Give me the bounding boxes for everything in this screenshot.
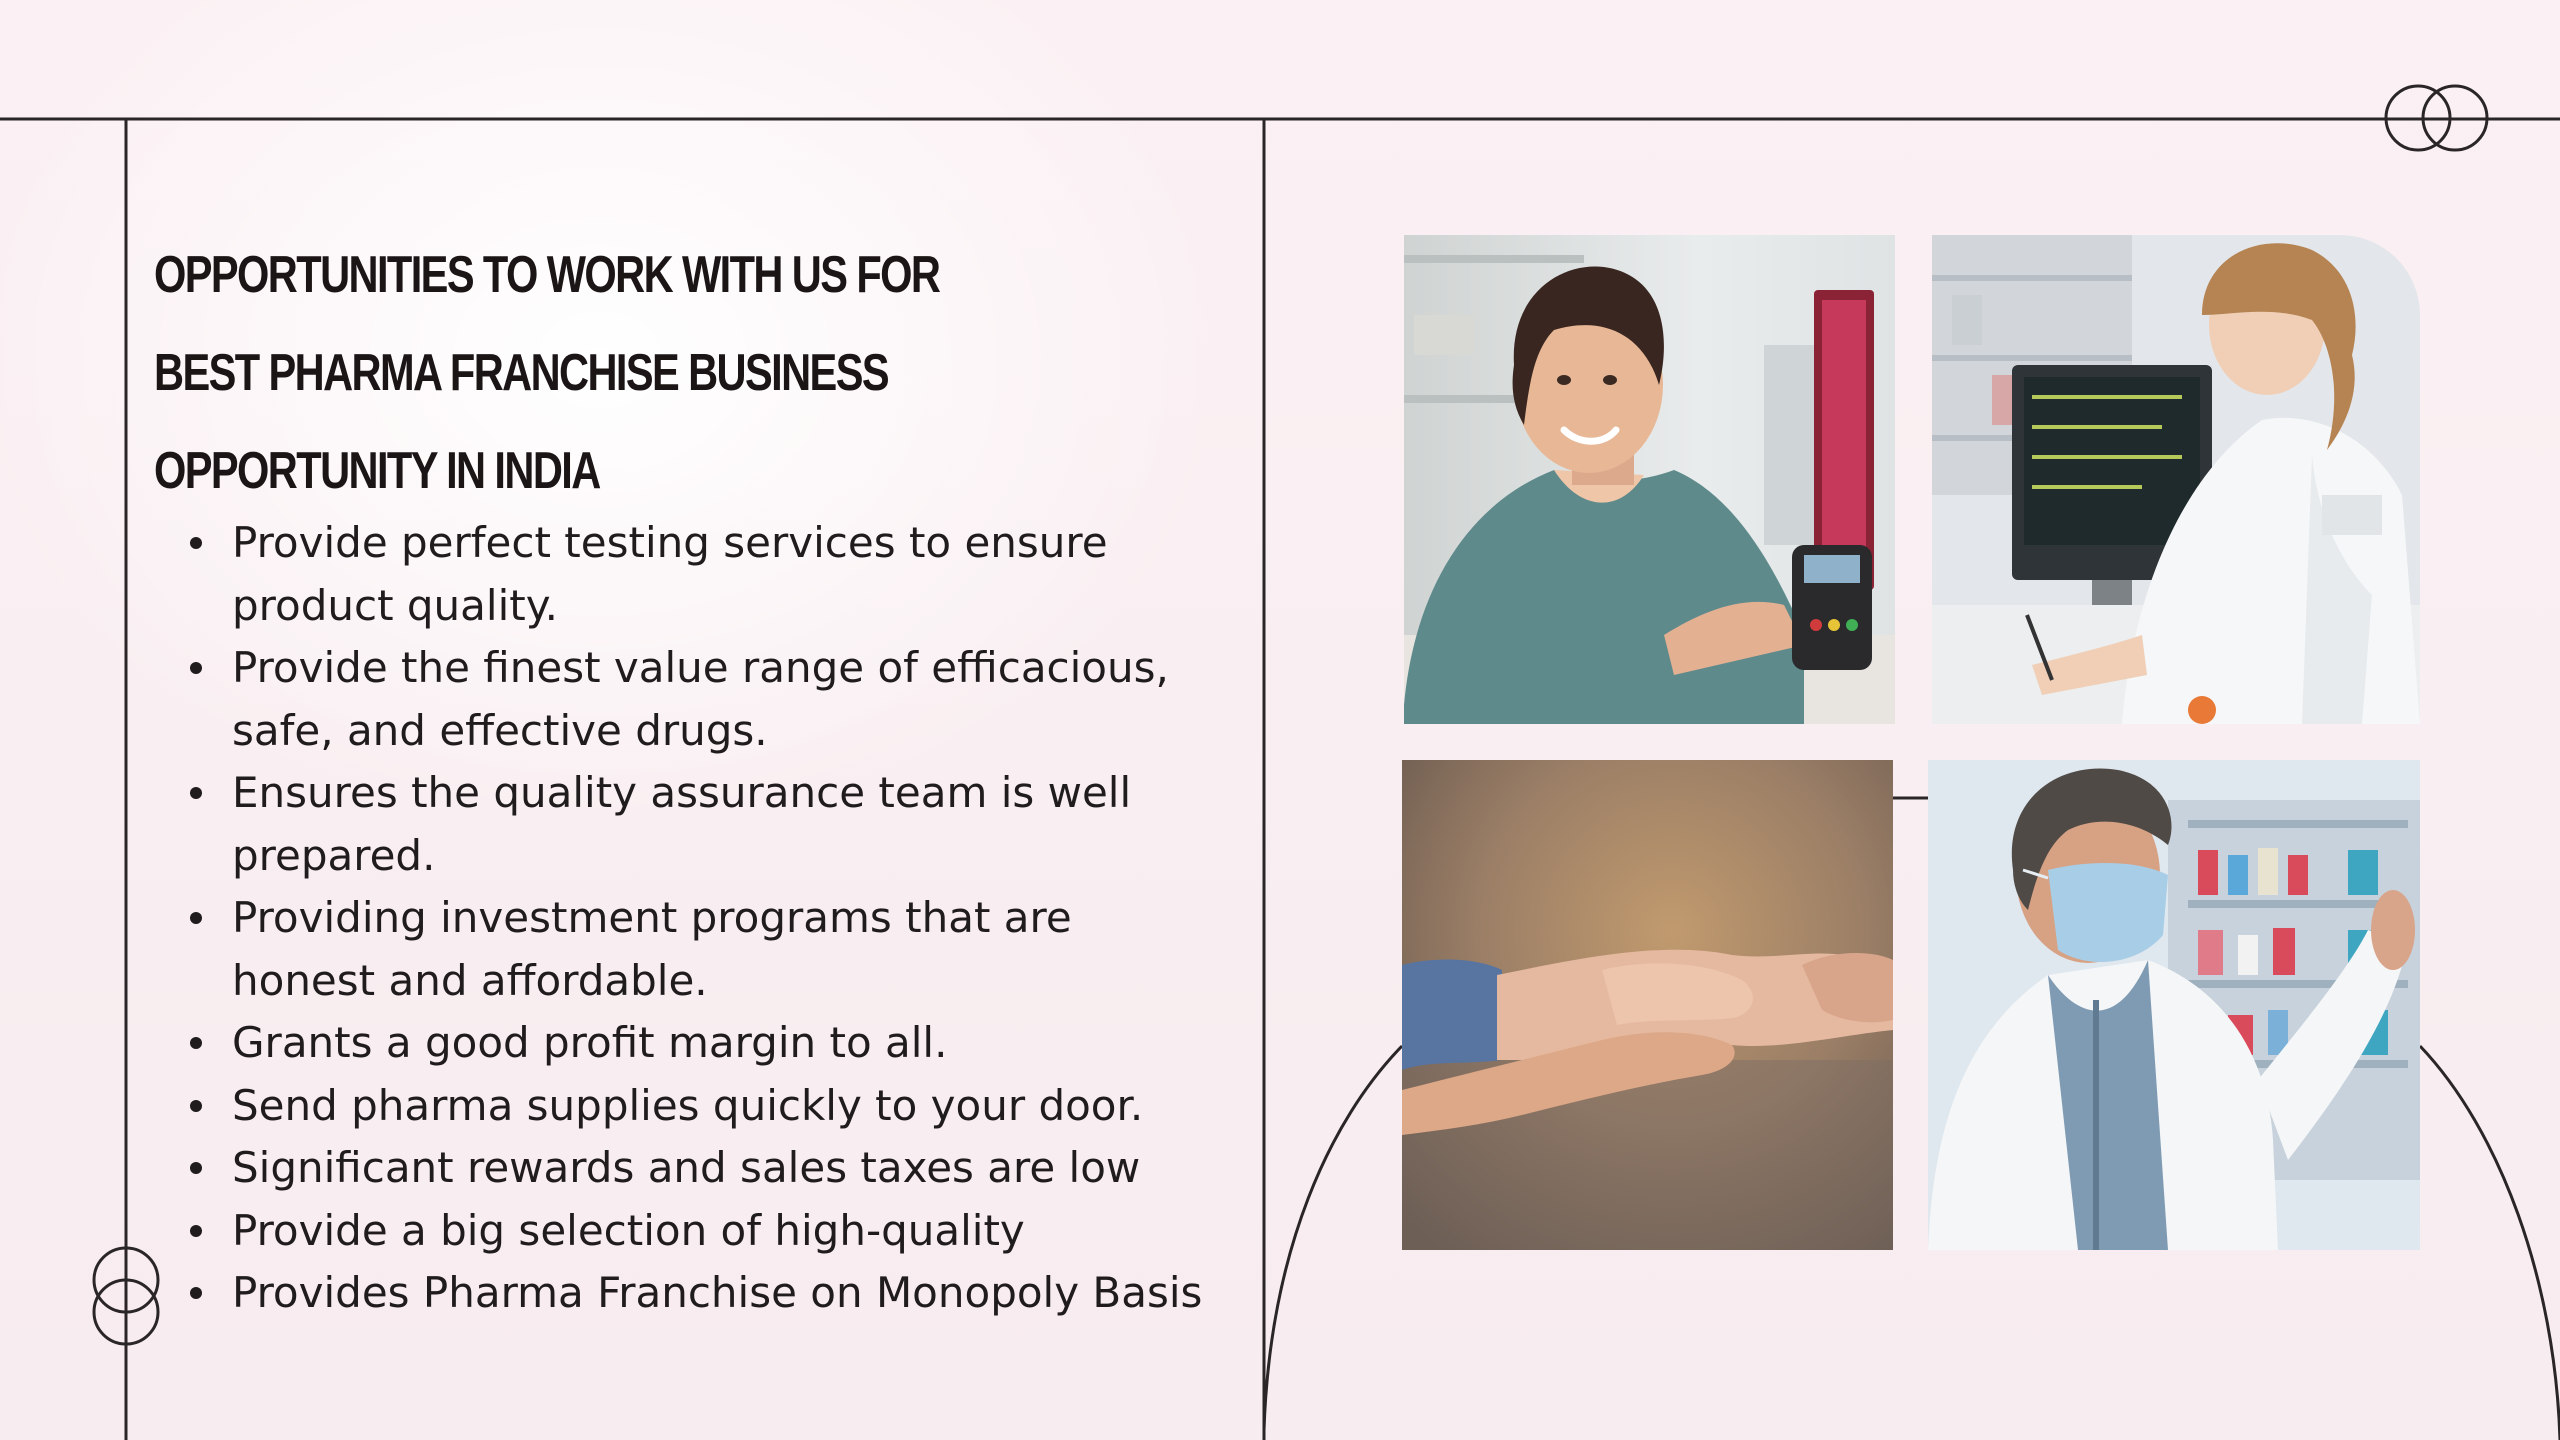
list-item-text: Providing investment programs that are honest and affordable. [232,893,1072,1005]
bullet-icon [190,1100,202,1112]
bullet-icon [190,1037,202,1049]
bottom-right-arc [2420,1046,2560,1440]
bullet-icon [190,662,202,674]
bullet-icon [190,912,202,924]
bullet-icon [190,1162,202,1174]
list-item [178,1075,1228,1138]
list-item [178,1200,1228,1263]
slide-heading: OPPORTUNITIES TO WORK WITH US FOR BEST PHARMA FRANCHISE BUSINESS OPPORTUNITY IN INDIA [154,246,940,500]
list-item [178,512,1228,637]
bullet-icon [190,787,202,799]
pharmacist-at-counter-photo [1404,235,1895,724]
list-item [178,1012,1228,1075]
list-item [178,1262,1228,1325]
bullet-icon [190,1287,202,1299]
list-item-text: Provide a big selection of high-quality [232,1205,1025,1255]
bullet-icon [190,537,202,549]
benefits-list [178,512,1228,1325]
list-item-text: Send pharma supplies quickly to your door. [232,1080,1144,1130]
bottom-left-arc [1264,1046,1402,1430]
list-item-text: Provide perfect testing services to ensure product quality. [232,518,1108,630]
bullet-icon [190,1225,202,1237]
holding-hands-photo [1402,760,1893,1250]
list-item-text: Significant rewards and sales taxes are low [232,1143,1141,1192]
masked-pharmacist-photo [1928,760,2420,1250]
list-item [178,762,1228,887]
list-item-text: Grants a good profit margin to all. [232,1018,948,1067]
list-item-text: Ensures the quality assurance team is well prepared. [232,768,1132,880]
pharmacist-at-computer-photo [1932,235,2420,724]
list-item [178,1137,1228,1200]
list-item [178,637,1228,762]
list-item-text: Provides Pharma Franchise on Monopoly Basis [232,1268,1203,1317]
list-item [178,887,1228,1012]
list-item-text: Provide the finest value range of efficacious, safe, and effective drugs. [232,643,1169,755]
